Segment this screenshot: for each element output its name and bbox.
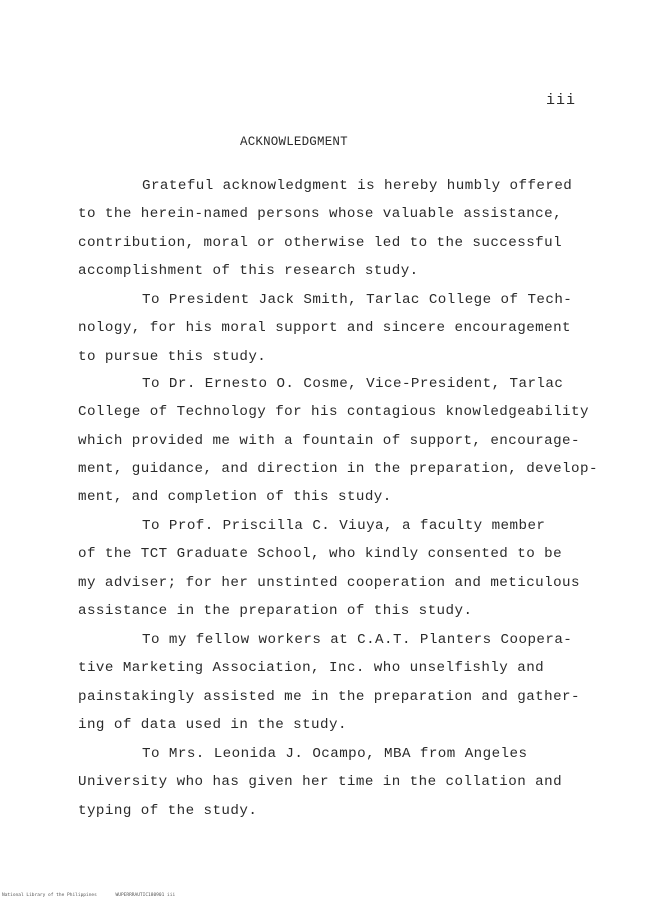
paragraph-line: ment, guidance, and direction in the preparation, develop- bbox=[78, 460, 598, 477]
paragraph-line: To Mrs. Leonida J. Ocampo, MBA from Angeles bbox=[142, 746, 528, 762]
paragraph-line: nology, for his moral support and sincere encouragement bbox=[78, 320, 572, 337]
paragraph-line: of the TCT Graduate School, who kindly consented to be bbox=[78, 546, 563, 563]
paragraph-line: assistance in the preparation of this study. bbox=[78, 602, 473, 619]
library-credit: National Library of the Philippines bbox=[2, 893, 97, 898]
paragraph-line: ment, and completion of this study. bbox=[78, 489, 392, 506]
paragraph-line: painstakingly assisted me in the preparation and gather- bbox=[78, 688, 580, 705]
paragraph-line: typing of the study. bbox=[78, 802, 258, 819]
scan-barcode: WUPERRRAUTIC180901 iii bbox=[115, 893, 176, 898]
paragraph-line: which provided me with a fountain of support, encourage- bbox=[78, 432, 580, 449]
paragraph-president bbox=[78, 286, 572, 371]
paragraph-line: To President Jack Smith, Tarlac College of Tech- bbox=[142, 292, 573, 308]
paragraph-typist bbox=[78, 740, 562, 825]
paragraph-coworkers bbox=[78, 626, 580, 739]
paragraph-line: to pursue this study. bbox=[78, 348, 267, 365]
scan-footer bbox=[2, 893, 191, 898]
page-title: ACKNOWLEDGMENT bbox=[240, 135, 348, 149]
paragraph-adviser bbox=[78, 512, 580, 625]
paragraph-line: contribution, moral or otherwise led to the successful bbox=[78, 234, 563, 251]
paragraph-line: to the herein-named persons whose valuable assistance, bbox=[78, 206, 563, 223]
paragraph-line: To Prof. Priscilla C. Viuya, a faculty member bbox=[142, 518, 546, 534]
paragraph-line: To my fellow workers at C.A.T. Planters Coopera- bbox=[142, 632, 573, 648]
paragraph-intro bbox=[78, 172, 572, 285]
paragraph-line: tive Marketing Association, Inc. who unselfishly and bbox=[78, 660, 545, 677]
paragraph-vice-president bbox=[78, 370, 598, 511]
paragraph-line: ing of data used in the study. bbox=[78, 716, 347, 733]
page-number: iii bbox=[546, 92, 577, 109]
paragraph-line: my adviser; for her unstinted cooperation and meticulous bbox=[78, 574, 580, 591]
paragraph-line: University who has given her time in the collation and bbox=[78, 774, 563, 791]
paragraph-line: College of Technology for his contagious knowledgeability bbox=[78, 404, 589, 421]
paragraph-line: accomplishment of this research study. bbox=[78, 262, 419, 279]
paragraph-line: Grateful acknowledgment is hereby humbly offered bbox=[142, 178, 573, 194]
paragraph-line: To Dr. Ernesto O. Cosme, Vice-President, Tarlac bbox=[142, 376, 564, 392]
